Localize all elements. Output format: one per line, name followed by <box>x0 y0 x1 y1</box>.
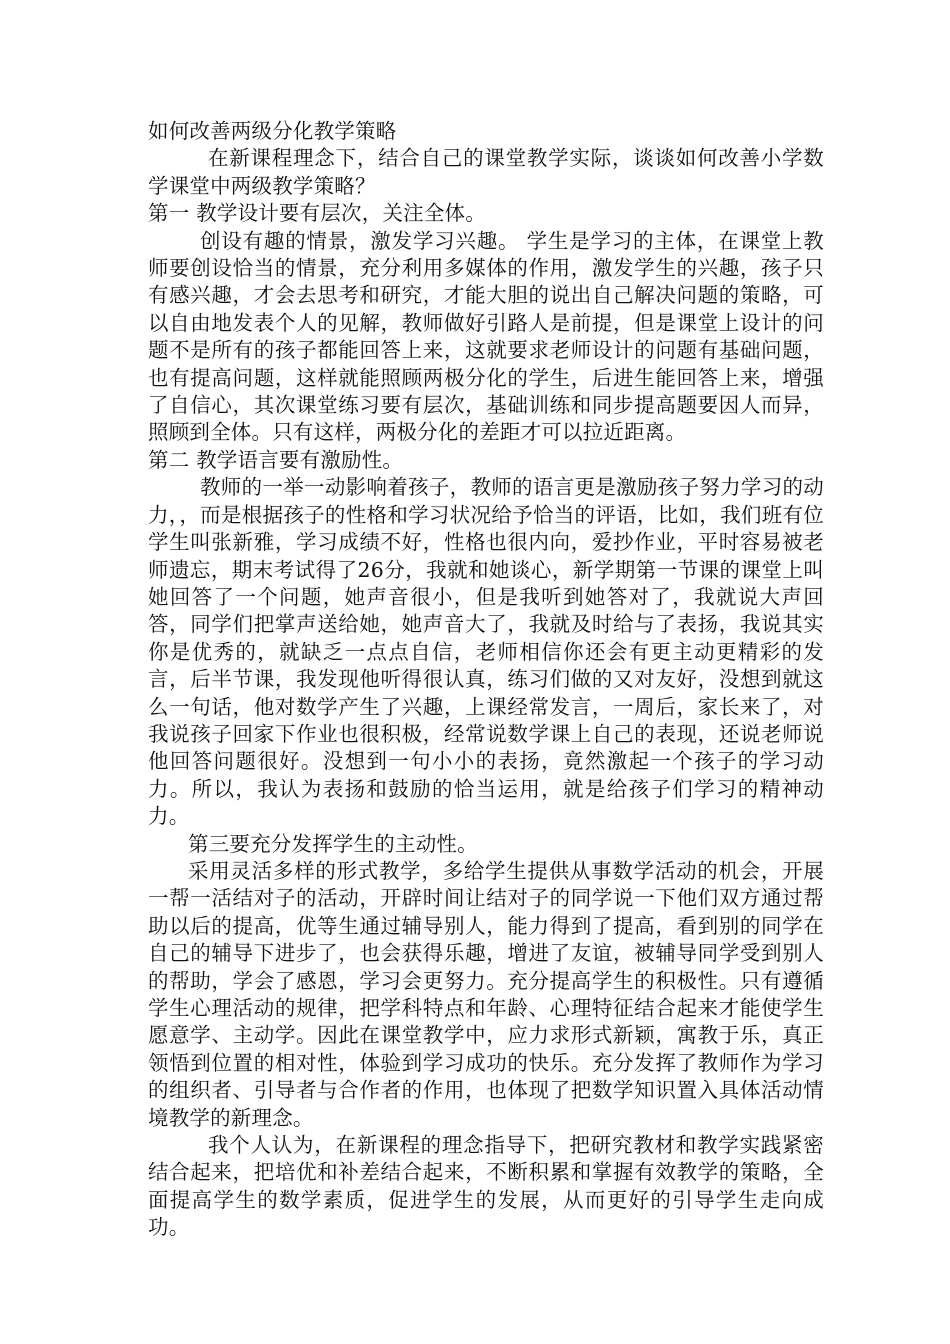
intro-paragraph: 在新课程理念下，结合自己的课堂教学实际，谈谈如何改善小学数学课堂中两级教学策略？ <box>148 146 824 198</box>
section-1-heading: 第一 教学设计要有层次，关注全体。 <box>148 201 486 226</box>
document-page <box>148 118 824 1242</box>
section-3-body: 采用灵活多样的形式教学，多给学生提供从事数学活动的机会，开展一帮一活结对子的活动，开辟时间让结对子的同学说一下他们双方通过帮助以后的提高，优等生通过辅导别人，能力得到了提高，看到别的同学在自己的辅导下进步了，也会获得乐趣，增进了友谊，被辅导同学受到别人的帮助，学会了感恩，学习会更努力。充分提高学生的积极性。只有遵循学生心理活动的规律，把学科特点和年龄、心理特征结合起来才能使学生愿意学、主动学。因此在课堂教学中，应力求形式新颖，寓教于乐，真正领悟到位置的相对性，体验到学习成功的快乐。充分发挥了教师作为学习的组织者、引导者与合作者的作用，也体现了把数学知识置入具体活动情境教学的新理念。 <box>148 858 824 1130</box>
section-1-body: 创设有趣的情景，激发学习兴趣。 学生是学习的主体，在课堂上教师要创设恰当的情景，充分利用多媒体的作用，激发学生的兴趣，孩子只有感兴趣，才会去思考和研究，才能大胆的说出自己解决问题的策略，可以自由地发表个人的见解，教师做好引路人是前提，但是课堂上设计的问题不是所有的孩子都能回答上来，这就要求老师设计的问题有基础问题，也有提高问题，这样就能照顾两极分化的学生，后进生能回答上来，增强了自信心，其次课堂练习要有层次，基础训练和同步提高题要因人而异，照顾到全体。只有这样，两极分化的差距才可以拉近距离。 <box>148 228 824 445</box>
section-2-body: 教师的一举一动影响着孩子，教师的语言更是激励孩子努力学习的动力，，而是根据孩子的性格和学习状况给予恰当的评语，比如，我们班有位学生叫张新雅，学习成绩不好，性格也很内向，爱抄作业，平时容易被老师遗忘，期末考试得了26分，我就和她谈心，新学期第一节课的课堂上叫她回答了一个问题，她声音很小，但是我听到她答对了，我就说大声回答，同学们把掌声送给她，她声音大了，我就及时给与了表扬，我说其实你是优秀的，就缺乏一点点自信，老师相信你还会有更主动更精彩的发言，后半节课，我发现他听得很认真，练习们做的又对友好，没想到就这么一句话，他对数学产生了兴趣，上课经常发言，一周后，家长来了，对我说孩子回家下作业也很积极，经常说数学课上自己的表现，还说老师说他回答问题很好。没想到一句小小的表扬，竟然激起一个孩子的学习动力。所以，我认为表扬和鼓励的恰当运用，就是给孩子们学习的精神动力。 <box>148 475 824 829</box>
conclusion-paragraph: 我个人认为，在新课程的理念指导下，把研究教材和教学实践紧密结合起来，把培优和补差结合起来，不断积累和掌握有效教学的策略，全面提高学生的数学素质，促进学生的发展，从而更好的引导学生走向成功。 <box>148 1133 824 1240</box>
section-3-heading: 第三要充分发挥学生的主动性。 <box>188 831 478 856</box>
document-title: 如何改善两级分化教学策略 <box>148 119 397 143</box>
section-2-heading: 第二 教学语言要有激励性。 <box>148 447 404 472</box>
